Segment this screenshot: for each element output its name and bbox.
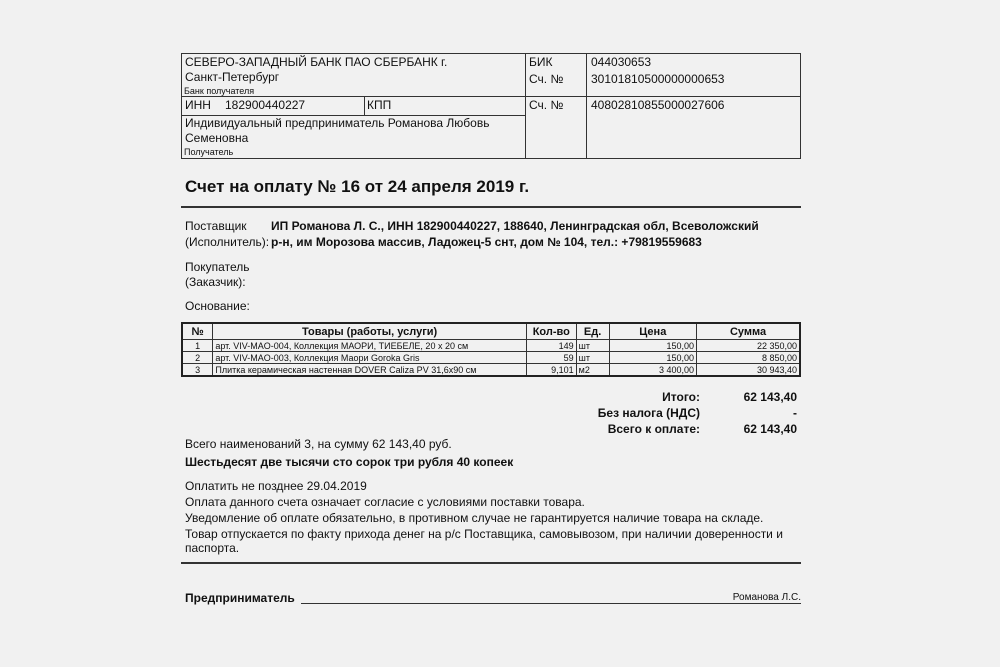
kpp-label: КПП [367,98,392,112]
items-summary: Всего наименований 3, на сумму 62 143,40 руб. [185,437,452,451]
row-number: 1 [182,340,213,352]
row-unit: шт [576,340,609,352]
recipient-caption: Получатель [184,147,234,157]
bank-name-line1: СЕВЕРО-ЗАПАДНЫЙ БАНК ПАО СБЕРБАНК г. [185,55,448,69]
account-label: Сч. № [529,98,564,112]
col-header-qty: Кол-во [526,323,576,340]
row-item: арт. VIV-MAO-003, Коллекция Маори Goroka Gris [213,352,527,364]
col-header-number: № [182,323,213,340]
col-header-sum: Сумма [697,323,800,340]
row-qty: 59 [526,352,576,364]
account-value: 40802810855000027606 [591,98,725,112]
col-header-goods: Товары (работы, услуги) [213,323,527,340]
pay-by-note: Оплатить не позднее 29.04.2019 [185,479,367,493]
recipient-line1: Индивидуальный предприниматель Романова Любовь [185,116,490,130]
col-header-unit: Ед. [576,323,609,340]
bank-name-line2: Санкт-Петербург [185,70,280,84]
row-item: Плитка керамическая настенная DOVER Caliza PV 31,6x90 см [213,364,527,377]
table-row [182,352,800,364]
pickup-note-line2: паспорта. [185,541,240,555]
row-price: 3 400,00 [609,364,697,377]
total-value: 62 143,40 [743,390,797,404]
row-qty: 149 [526,340,576,352]
row-item: арт. VIV-MAO-004, Коллекция МАОРИ, ТИЕБЕЛЕ, 20 х 20 см [213,340,527,352]
row-unit: шт [576,352,609,364]
table-row [182,364,800,377]
row-sum: 22 350,00 [697,340,800,352]
table-row [182,340,800,352]
row-number: 2 [182,352,213,364]
corr-account-label: Сч. № [529,72,564,86]
row-price: 150,00 [609,340,697,352]
row-unit: м2 [576,364,609,377]
supplier-label-line2: (Исполнитель): [185,235,270,249]
notification-note: Уведомление об оплате обязательно, в противном случае не гарантируется наличие товара на складе. [185,511,764,525]
signature-name: Романова Л.С. [732,592,801,603]
row-number: 3 [182,364,213,377]
row-sum: 8 850,00 [697,352,800,364]
recipient-line2: Семеновна [185,131,249,145]
due-label: Всего к оплате: [607,422,700,436]
supplier-value-line1: ИП Романова Л. С., ИНН 182900440227, 188640, Ленинградская обл, Всеволожский [271,219,759,233]
corr-account-value: 30101810500000000653 [591,72,725,86]
col-header-price: Цена [609,323,697,340]
row-sum: 30 943,40 [697,364,800,377]
bank-caption: Банк получателя [184,86,255,96]
amount-in-words: Шестьдесят две тысячи сто сорок три рубля 40 копеек [185,455,514,469]
inn-label: ИНН [185,98,211,112]
terms-note: Оплата данного счета означает согласие с условиями поставки товара. [185,495,585,509]
total-label: Итого: [662,390,700,404]
basis-label: Основание: [185,299,250,313]
pickup-note-line1: Товар отпускается по факту прихода денег на р/с Поставщика, самовывозом, при наличии доверенности и [185,527,783,541]
bik-label: БИК [529,55,553,69]
title-divider [181,206,801,208]
notes-divider [181,562,801,564]
buyer-label-line2: (Заказчик): [185,275,246,289]
bik-value: 044030653 [591,55,652,69]
vat-label: Без налога (НДС) [597,406,700,420]
signature-label: Предприниматель [185,591,295,605]
due-value: 62 143,40 [743,422,797,436]
supplier-label-line1: Поставщик [185,219,247,233]
buyer-label-line1: Покупатель [185,260,250,274]
row-price: 150,00 [609,352,697,364]
supplier-value-line2: р-н, им Морозова массив, Ладожец-5 снт, дом № 104, тел.: +79819559683 [271,235,702,249]
signature-line [301,603,801,604]
vat-value: - [793,406,797,420]
inn-value: 182900440227 [225,98,306,112]
row-qty: 9,101 [526,364,576,377]
invoice-title: Счет на оплату № 16 от 24 апреля 2019 г. [185,177,530,196]
table-header-row [182,323,800,340]
items-table [181,322,801,377]
